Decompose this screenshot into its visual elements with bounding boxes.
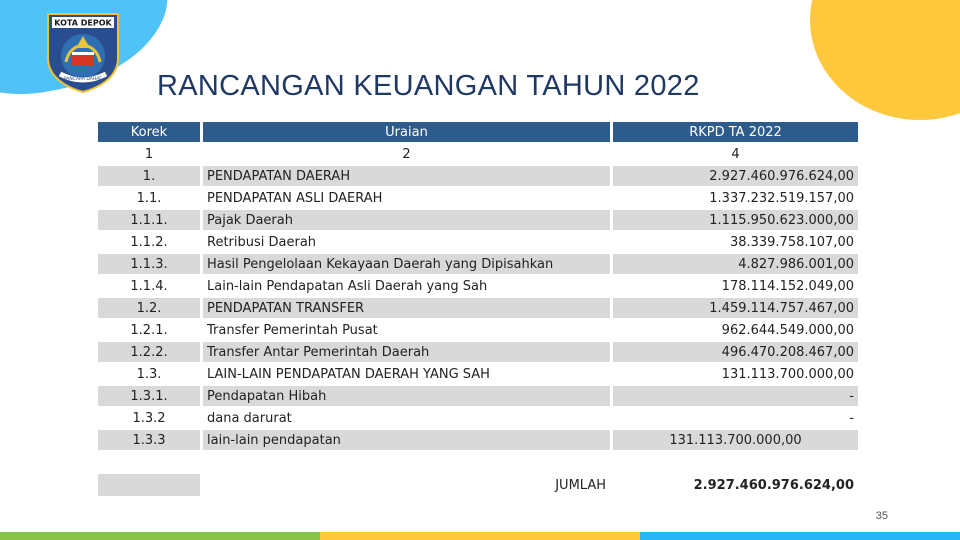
row-description: Lain-lain Pendapatan Asli Daerah yang Sah	[203, 276, 613, 296]
total-label: JUMLAH	[203, 474, 613, 496]
row-description: Pendapatan Hibah	[203, 386, 613, 406]
row-code: 1.2.1.	[98, 320, 203, 340]
row-code: 1.3.	[98, 364, 203, 384]
column-header-uraian: Uraian	[203, 122, 613, 142]
table-row	[98, 320, 858, 340]
kota-depok-logo	[46, 12, 120, 94]
row-code: 1.1.2.	[98, 232, 203, 252]
row-code: 1.	[98, 166, 203, 186]
row-amount: 178.114.152.049,00	[613, 276, 858, 296]
table-row	[98, 254, 858, 274]
table-row	[98, 386, 858, 406]
row-amount: 1.459.114.757.467,00	[613, 298, 858, 318]
column-number: 2	[203, 144, 613, 164]
logo-motto: PANCARA DAHAE	[63, 77, 103, 82]
empty-cell	[613, 452, 858, 472]
bottom-accent-bar	[0, 532, 960, 540]
row-description: Transfer Pemerintah Pusat	[203, 320, 613, 340]
row-code: 1.3.3	[98, 430, 203, 450]
row-amount: 962.644.549.000,00	[613, 320, 858, 340]
empty-cell	[98, 452, 203, 472]
kota-depok-emblem-icon	[46, 12, 120, 94]
table-row	[98, 364, 858, 384]
row-code: 1.1.4.	[98, 276, 203, 296]
row-description: lain-lain pendapatan	[203, 430, 613, 450]
empty-cell	[203, 452, 613, 472]
accent-bar-green	[0, 532, 320, 540]
empty-cell	[98, 474, 203, 496]
row-code: 1.2.2.	[98, 342, 203, 362]
row-description: dana darurat	[203, 408, 613, 428]
row-amount: -	[613, 386, 858, 406]
total-row	[98, 474, 858, 496]
row-description: LAIN-LAIN PENDAPATAN DAERAH YANG SAH	[203, 364, 613, 384]
table-row	[98, 232, 858, 252]
column-number-row	[98, 144, 858, 164]
row-amount: 1.337.232.519.157,00	[613, 188, 858, 208]
table-row	[98, 188, 858, 208]
column-header-rkpd: RKPD TA 2022	[613, 122, 858, 142]
page-number: 35	[875, 510, 888, 522]
table-row	[98, 342, 858, 362]
table-row	[98, 276, 858, 296]
row-amount: 2.927.460.976.624,00	[613, 166, 858, 186]
column-number: 1	[98, 144, 203, 164]
table-row	[98, 210, 858, 230]
row-description: Pajak Daerah	[203, 210, 613, 230]
row-code: 1.1.1.	[98, 210, 203, 230]
row-code: 1.2.	[98, 298, 203, 318]
row-description: PENDAPATAN DAERAH	[203, 166, 613, 186]
row-amount: 4.827.986.001,00	[613, 254, 858, 274]
row-description: Transfer Antar Pemerintah Daerah	[203, 342, 613, 362]
row-description: PENDAPATAN ASLI DAERAH	[203, 188, 613, 208]
row-code: 1.3.2	[98, 408, 203, 428]
budget-table	[98, 120, 858, 498]
page-title: RANCANGAN KEUANGAN TAHUN 2022	[157, 70, 700, 102]
column-header-korek: Korek	[98, 122, 203, 142]
column-number: 4	[613, 144, 858, 164]
table-header-row	[98, 122, 858, 142]
row-amount: 131.113.700.000,00	[613, 364, 858, 384]
table-row	[98, 298, 858, 318]
decorative-blob-top-right	[810, 0, 960, 120]
row-description: Hasil Pengelolaan Kekayaan Daerah yang Dipisahkan	[203, 254, 613, 274]
row-description: Retribusi Daerah	[203, 232, 613, 252]
table-row	[98, 430, 858, 450]
row-amount: 38.339.758.107,00	[613, 232, 858, 252]
total-amount: 2.927.460.976.624,00	[613, 474, 858, 496]
logo-text: KOTA DEPOK	[54, 18, 112, 28]
row-description: PENDAPATAN TRANSFER	[203, 298, 613, 318]
accent-bar-blue	[640, 532, 960, 540]
row-code: 1.3.1.	[98, 386, 203, 406]
row-amount: -	[613, 408, 858, 428]
row-code: 1.1.	[98, 188, 203, 208]
row-code: 1.1.3.	[98, 254, 203, 274]
row-amount: 496.470.208.467,00	[613, 342, 858, 362]
table-row	[98, 166, 858, 186]
empty-row	[98, 452, 858, 472]
table-row	[98, 408, 858, 428]
accent-bar-yellow	[320, 532, 640, 540]
row-amount: 131.113.700.000,00	[613, 430, 858, 450]
row-amount: 1.115.950.623.000,00	[613, 210, 858, 230]
